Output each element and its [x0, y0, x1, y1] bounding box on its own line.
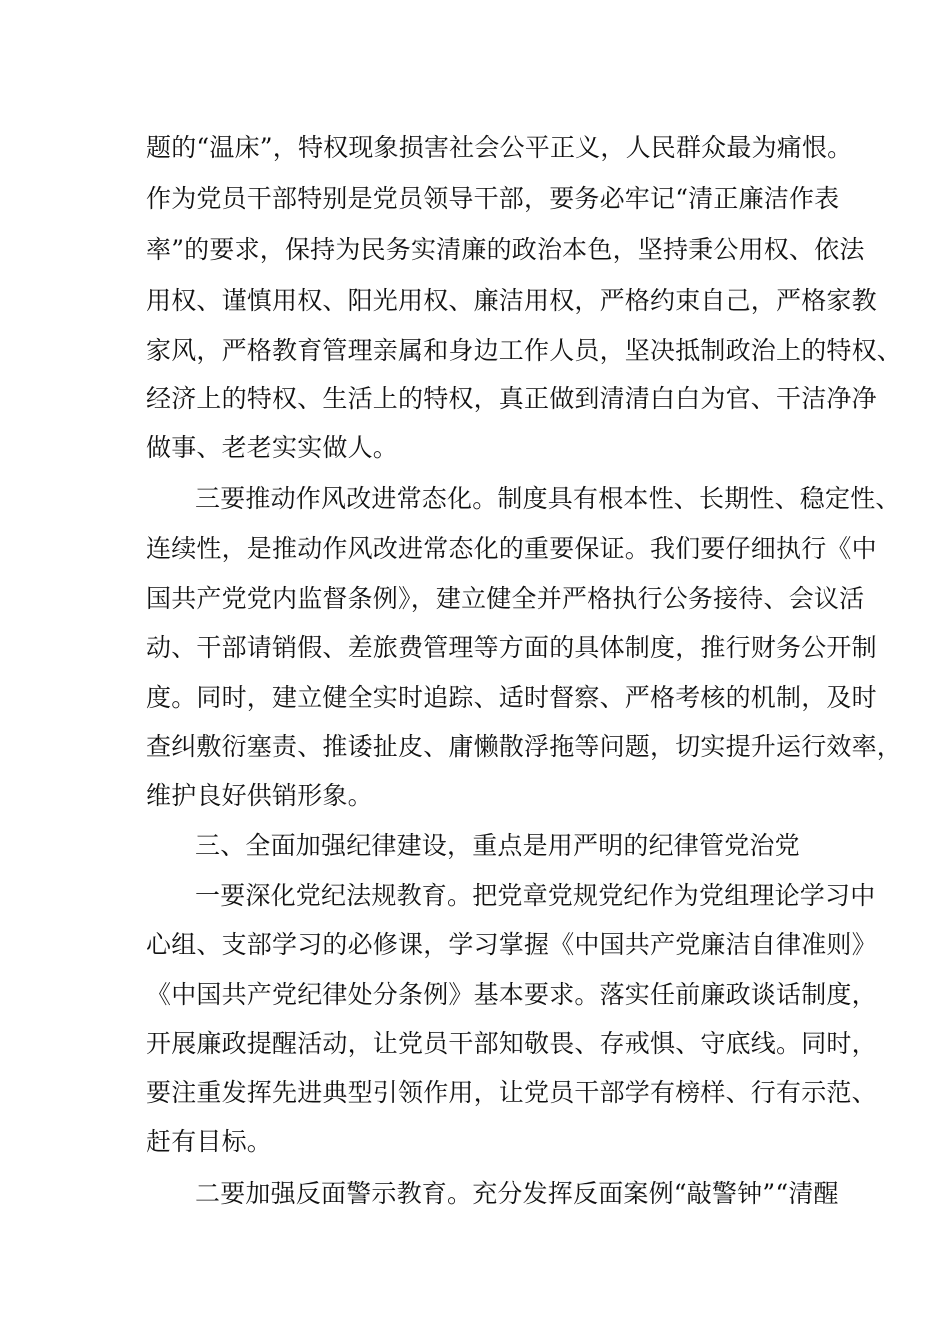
text-line: 国共产党党内监督条例》，建立健全并严格执行公务接待、会议活: [146, 584, 865, 613]
text-line: 做事、老老实实做人。: [146, 433, 399, 462]
text-line: 动、干部请销假、差旅费管理等方面的具体制度，推行财务公开制: [146, 633, 877, 662]
paragraph-first-line: 二要加强反面警示教育。充分发挥反面案例“敲警钟”“清醒: [195, 1179, 839, 1208]
text-line: 《中国共产党纪律处分条例》基本要求。落实任前廉政谈话制度，: [146, 980, 877, 1009]
text-line: 作为党员干部特别是党员领导干部，要务必牢记“清正廉洁作表: [146, 184, 840, 213]
text-line: 用权、谨慎用权、阳光用权、廉洁用权，严格约束自己，严格家教: [146, 286, 877, 315]
text-line: 心组、支部学习的必修课，学习掌握《中国共产党廉洁自律准则》: [146, 930, 877, 959]
text-line: 赶有目标。: [146, 1127, 273, 1156]
text-line: 连续性，是推动作风改进常态化的重要保证。我们要仔细执行《中: [146, 534, 877, 563]
text-line: 家风，严格教育管理亲属和身边工作人员，坚决抵制政治上的特权、: [146, 336, 903, 365]
paragraph-first-line: 三要推动作风改进常态化。制度具有根本性、长期性、稳定性、: [195, 484, 901, 513]
paragraph-first-line: 一要深化党纪法规教育。把党章党规党纪作为党组理论学习中: [195, 881, 876, 910]
text-line: 要注重发挥先进典型引领作用，让党员干部学有榜样、行有示范、: [146, 1078, 877, 1107]
text-line: 题的“温床”，特权现象损害社会公平正义，人民群众最为痛恨。: [146, 133, 853, 162]
text-line: 维护良好供销形象。: [146, 781, 373, 810]
text-line: 率”的要求，保持为民务实清廉的政治本色，坚持秉公用权、依法: [146, 235, 865, 264]
text-line: 度。同时，建立健全实时追踪、适时督察、严格考核的机制，及时: [146, 683, 877, 712]
text-line: 经济上的特权、生活上的特权，真正做到清清白白为官、干洁净净: [146, 384, 877, 413]
text-line: 查纠敷衍塞责、推诿扯皮、庸懒散浮拖等问题，切实提升运行效率，: [146, 732, 903, 761]
text-line: 开展廉政提醒活动，让党员干部知敬畏、存戒惧、守底线。同时，: [146, 1029, 877, 1058]
section-heading: 三、全面加强纪律建设，重点是用严明的纪律管党治党: [195, 831, 800, 860]
